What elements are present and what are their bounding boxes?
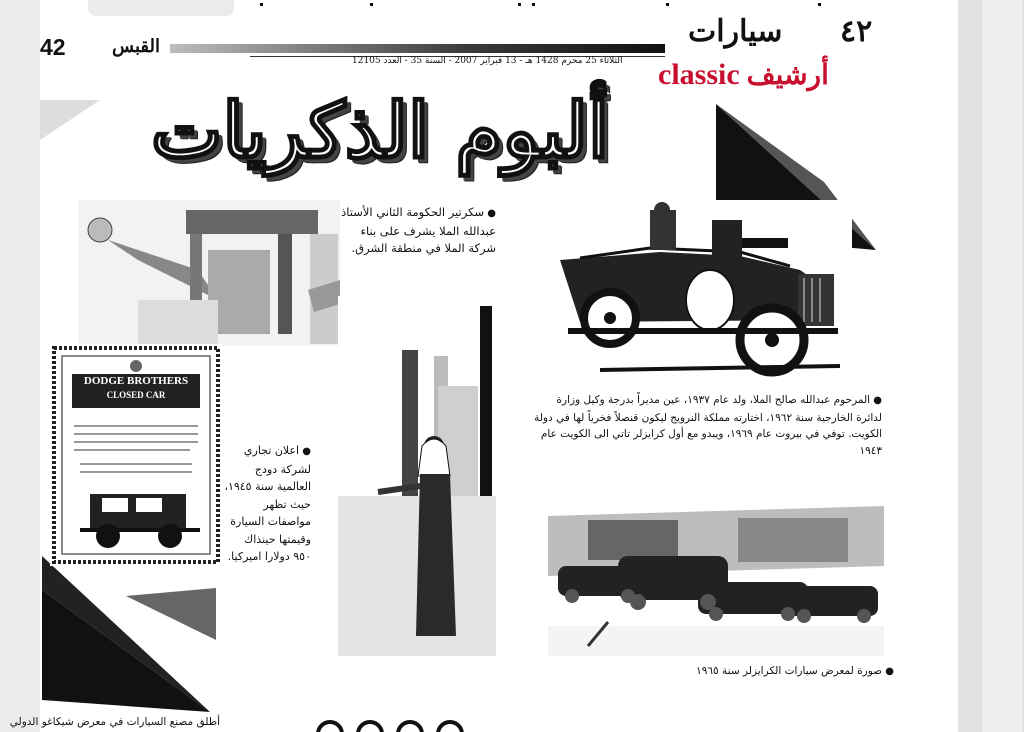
archive-tag-en: classic <box>658 58 740 91</box>
poster-model: CLOSED CAR <box>106 390 166 400</box>
page-number-arabic: ٤٢ <box>840 14 873 49</box>
newspaper-page <box>9 0 958 732</box>
dateline: الثلاثاء 25 محرم 1428 هـ - 13 فبراير 2007 - السنة 35 - العدد 12105 <box>352 56 623 66</box>
dodge-ad-poster <box>50 344 222 566</box>
left-margin <box>0 0 40 732</box>
masthead-logo: القبس <box>112 36 160 57</box>
poster-brand: DODGE BROTHERS <box>83 375 189 387</box>
archive-tag-ar: أرشيف <box>746 60 829 91</box>
caption-showroom: ● صورة لمعرض سيارات الكرايزلر سنة ١٩٦٥ <box>696 665 894 677</box>
caption-dodge-ad: ● اعلان تجاري لشركة دودج العالمية سنة ١٩٤٥، حيث تظهر مواصفات السيارة وقيمتها حينذاك ٩٥٠ دولارا اميركيا. <box>224 444 311 563</box>
right-gutter <box>958 0 1024 732</box>
showroom-photo <box>548 496 884 656</box>
footer-article-text: أطلق مصنع السيارات في معرض شيكاغو الدولي <box>9 716 220 728</box>
headline: ألبوم الذكريات <box>150 86 610 175</box>
caption-secretary: ● سكرتير الحكومة الثاني الأستاذ عبدالله الملا يشرف على بناء شركة الملا في منطقة الشرق. <box>341 205 496 255</box>
caption-mulla-car: ● المرحوم عبدالله صالح الملا، ولد عام ١٩٣٧، عين مديراً بدرجة وكيل وزارة لدائرة الخارجية سنة ١٩٦٢، اختارته مملكة النرويج ليكون قنصلاً فخرياً لها في دولة الكويت. توفي في بيروت عام ١٩٦٩، ويبدو مع أول كرايزلر تاتي الى الكويت عام ١٩٤٣ <box>534 394 882 457</box>
section-name: سيارات <box>688 14 783 49</box>
footer-medallions <box>316 718 466 732</box>
construction-photo <box>78 200 340 346</box>
man-in-dishdasha-photo <box>338 296 496 656</box>
page-number: 42 <box>40 34 66 60</box>
vintage-car-photo <box>540 200 852 380</box>
